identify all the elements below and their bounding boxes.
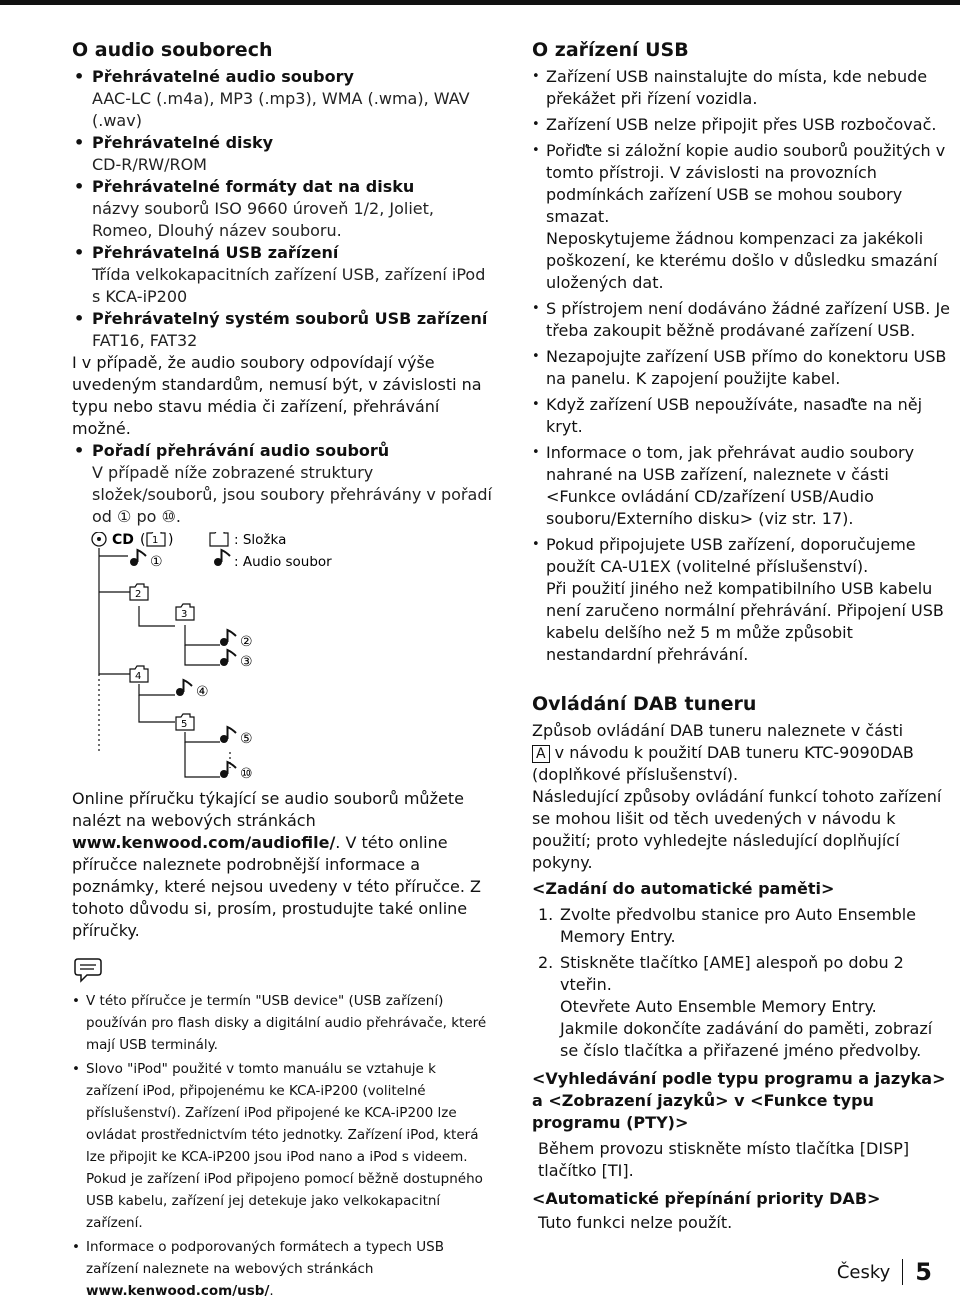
page-number: 5 (915, 1258, 932, 1286)
play-order-body: V případě níže zobrazené struktury složek/souborů, jsou soubory přehrávány v pořadí od ① po ⑩. (92, 463, 492, 526)
section-title-audio-files: O audio souborech (72, 39, 273, 61)
file-number: ⑤ (240, 731, 253, 747)
list-item-heading: • Přehrávatelná USB zařízení (72, 242, 492, 264)
list-item-body: názvy souborů ISO 9660 úroveň 1/2, Joliet, Romeo, Dlouhý název souboru. (92, 199, 434, 240)
legend-folder-icon (210, 532, 228, 546)
list-item (72, 176, 492, 242)
dab-intro (532, 720, 952, 786)
music-note-icon (220, 650, 236, 666)
folder-tree-diagram (72, 532, 492, 782)
list-item-heading: • Přehrávatelné disky (72, 132, 492, 154)
notes-list (72, 990, 492, 1302)
music-note-icon (176, 680, 192, 696)
legend-note-icon (214, 550, 230, 566)
note-icon (72, 956, 492, 986)
footer-divider (902, 1259, 903, 1285)
dab-intro-text-end: v návodu k použití DAB tuneru KTC-9090DAB (doplňkové příslušenství). (532, 743, 914, 784)
step-item (532, 952, 952, 1062)
auto-memory-heading: <Zadání do automatické paměti> (532, 879, 835, 898)
music-note-icon (220, 727, 236, 743)
folder-number: 3 (181, 609, 188, 620)
folder-tree-svg (72, 532, 492, 782)
section-title-usb: O zařízení USB (532, 39, 689, 61)
steps-list (532, 904, 952, 1062)
music-note-icon (130, 550, 146, 566)
usb-url: www.kenwood.com/usb/ (86, 1283, 270, 1299)
list-item-heading: • Přehrávatelný systém souborů USB zařízení (72, 308, 492, 330)
list-item: • S přístrojem není dodáváno žádné zařízení USB. Je třeba zakoupit běžně prodávané zařízení USB. (532, 298, 952, 342)
note-item: • V této příručce je termín "USB device" (USB zařízení) používán pro flash disky a digitální audio přehrávače, které mají USB terminály. (72, 990, 492, 1056)
pty-heading: <Vyhledávání podle typu programu a jazyka> a <Zobrazení jazyků> v <Funkce typu programu (PTY)> (532, 1069, 946, 1132)
folder-number: 5 (181, 719, 188, 730)
cd-paren-close: ) (168, 532, 174, 548)
section-a-box: A (532, 745, 550, 763)
list-item-body: CD-R/RW/ROM (92, 155, 207, 174)
list-item (72, 308, 492, 352)
list-item: • Když zařízení USB nepoužíváte, nasaďte na něj kryt. (532, 394, 952, 438)
cd-paren-open: ( (140, 532, 146, 548)
list-item (72, 242, 492, 308)
list-item: • Pořiďte si záložní kopie audio souborů použitých v tomto přístroji. V závislosti na provozních podmínkách zařízení USB se mohou soubory smazat. Neposkytujeme žádnou kompenzaci za jakékoli poškození, ke kterému došlo v důsledku smazání uložených dat. (532, 140, 952, 294)
step-text: Zvolte předvolbu stanice pro Auto Ensemble Memory Entry. (560, 905, 917, 946)
file-number: ④ (196, 684, 209, 700)
note-text-end: . (269, 1283, 274, 1299)
tree-lines (99, 548, 230, 777)
file-number: ① (150, 554, 163, 570)
list-item: • Nezapojujte zařízení USB přímo do konektoru USB na panelu. K zapojení použijte kabel. (532, 346, 952, 390)
note-item: • Slovo "iPod" použité v tomto manuálu se vztahuje k zařízení iPod, připojenému ke KCA-iP200 (volitelné příslušenství). Zařízení iPod připojené ke KCA-iP200 lze ovládat prostřednictvím této jednotky. Zařízení iPod, která lze připojit ke KCA-iP200 jsou iPod nano a iPod s videem. Pokud je zařízení iPod připojeno pomocí běžně dostupného USB kabelu, zařízení jej detekuje jako velkokapacitní zařízení. (72, 1058, 492, 1234)
online-manual-note (72, 788, 492, 942)
usb-list (532, 66, 952, 666)
note-item (72, 1236, 492, 1302)
list-item-heading: • Přehrávatelné formáty dat na disku (72, 176, 492, 198)
list-item (72, 66, 492, 132)
right-column (532, 38, 952, 1234)
step-text: Stiskněte tlačítko [AME] alespoň po dobu 2 vteřin. Otevřete Auto Ensemble Memory Entry. Jakmile dokončíte zadávání do paměti, zobrazí se číslo tlačítka a přiřazené jméno předvolby. (560, 953, 933, 1060)
list-item (72, 132, 492, 176)
legend-audio-label: : Audio soubor (234, 554, 332, 570)
page-footer (837, 1258, 932, 1286)
cd-disc-icon (92, 532, 106, 546)
list-item: • Zařízení USB nainstalujte do místa, kde nebude překážet při řízení vozidla. (532, 66, 952, 110)
compatibility-note: I v případě, že audio soubory odpovídají výše uvedeným standardům, nemusí být, v závislosti na typu nebo stavu média či zařízení, přehrávání možné. (72, 353, 482, 438)
list-item: • Pokud připojujete USB zařízení, doporučujeme použít CA-U1EX (volitelné příslušenství). Při použití jiného než kompatibilního USB kabelu není zaručeno normální přehrávání. Připojení USB kabelu delšího než 5 m může způsobit nestandardní přehrávání. (532, 534, 952, 666)
dab-note: Následující způsoby ovládání funkcí tohoto zařízení se mohou lišit od těch uvedených v návodu k použití; proto vyhledejte následující doplňující pokyny. (532, 787, 942, 872)
folder-number: 2 (135, 589, 142, 600)
priority-body: Tuto funkci nelze použít. (538, 1213, 733, 1232)
file-number: ③ (240, 654, 253, 670)
step-item (532, 904, 952, 948)
note-text: Informace o podporovaných formátech a typech USB zařízení naleznete na webových stránkách (86, 1239, 444, 1277)
audiofile-url: www.kenwood.com/audiofile/ (72, 833, 336, 852)
section-title-dab: Ovládání DAB tuneru (532, 693, 757, 715)
list-item-body: AAC-LC (.m4a), MP3 (.mp3), WMA (.wma), WAV (.wav) (92, 89, 470, 130)
left-column (72, 38, 492, 1304)
top-rule (0, 0, 960, 5)
music-note-icon (220, 630, 236, 646)
list-item-body: Třída velkokapacitních zařízení USB, zařízení iPod s KCA-iP200 (92, 265, 486, 306)
list-item: • Informace o tom, jak přehrávat audio soubory nahrané na USB zařízení, naleznete v části <Funkce ovládání CD/zařízení USB/Audio souboru/Externího disku> (viz str. 17). (532, 442, 952, 530)
play-order-heading: • Pořadí přehrávání audio souborů (72, 440, 492, 462)
list-item-heading: • Přehrávatelné audio soubory (72, 66, 492, 88)
step-number: 1. (538, 905, 554, 924)
priority-heading: <Automatické přepínání priority DAB> (532, 1189, 881, 1208)
online-manual-text: Online příručku týkající se audio souborů můžete nalézt na webových stránkách (72, 789, 464, 830)
music-note-icon (220, 762, 236, 778)
footer-language: Česky (836, 1261, 891, 1283)
pty-body: Během provozu stiskněte místo tlačítka [DISP] tlačítko [TI]. (538, 1139, 910, 1180)
folder-number: 4 (135, 671, 142, 682)
step-number: 2. (538, 953, 554, 972)
root-folder-number: 1 (152, 535, 159, 546)
file-number: ⑩ (240, 766, 253, 782)
online-manual-text-end: . V této online příručce naleznete podrobnější informace a poznámky, které nejsou uvedeny v této příručce. Z tohoto důvodu si, prosím, prostudujte také online příručky. (72, 833, 481, 940)
file-number: ② (240, 634, 253, 650)
cd-label: CD (112, 532, 134, 548)
dab-intro-text: Způsob ovládání DAB tuneru naleznete v části (532, 721, 904, 740)
legend-folder-label: : Složka (234, 532, 287, 548)
list-item: • Zařízení USB nelze připojit přes USB rozbočovač. (532, 114, 952, 136)
list-item-body: FAT16, FAT32 (92, 331, 198, 350)
